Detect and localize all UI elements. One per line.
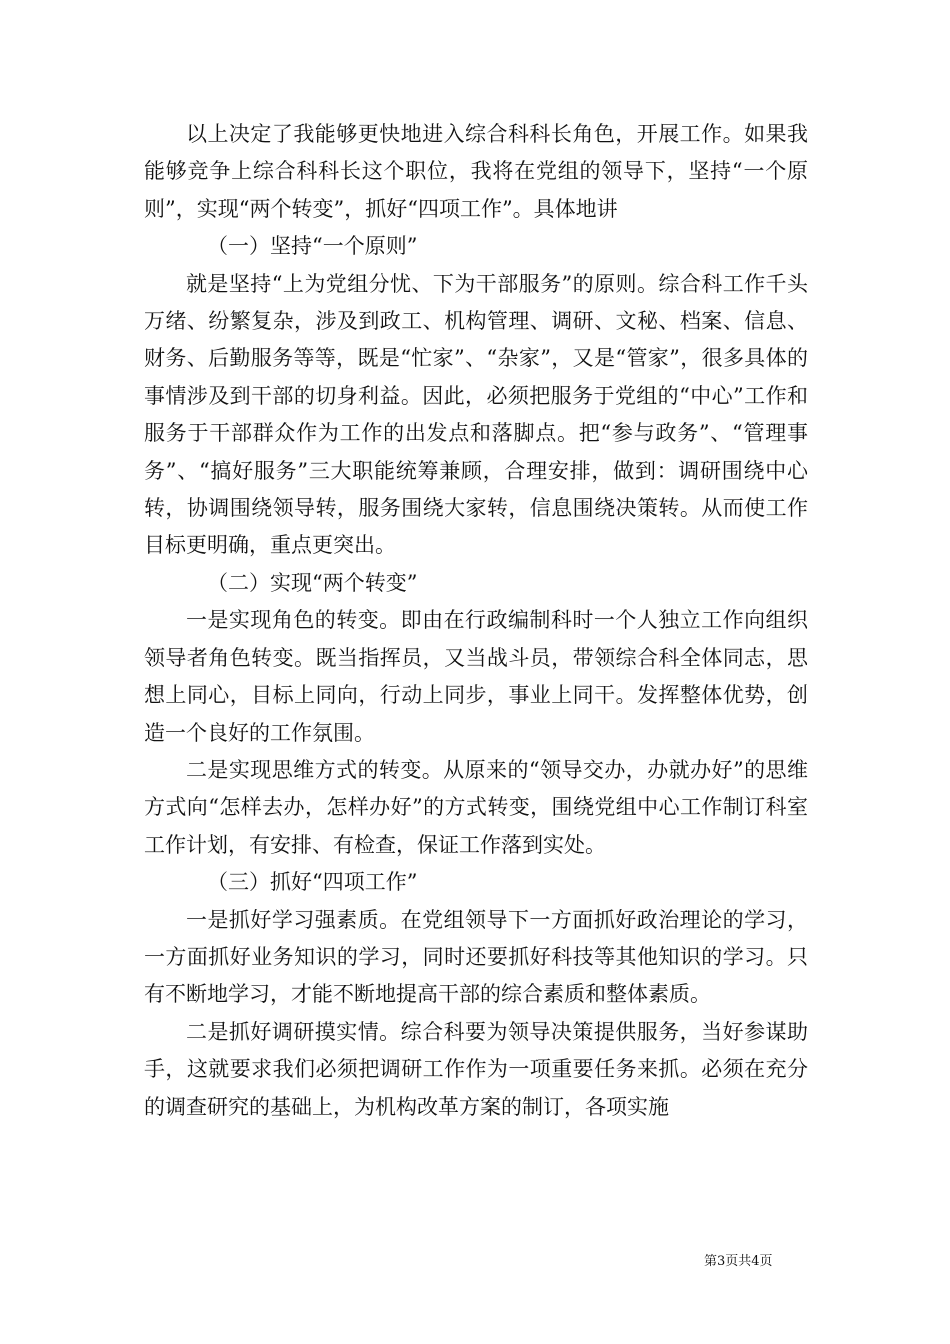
paragraph: 二是抓好调研摸实情。综合科要为领导决策提供服务，当好参谋助手，这就要求我们必须把调研工作作为一项重要任务来抓。必须在充分的调查研究的基础上，为机构改革方案的制订，各项实施	[144, 1019, 808, 1119]
page-number: 第3页共4页	[704, 1254, 773, 1269]
paragraph: 一是实现角色的转变。即由在行政编制科时一个人独立工作向组织领导者角色转变。既当指挥员，又当战斗员，带领综合科全体同志，思想上同心，目标上同向，行动上同步，事业上同干。发挥整体优势，创造一个良好的工作氛围。	[144, 608, 808, 745]
section-heading: （二）实现“两个转变”	[207, 570, 418, 595]
section-heading: （一）坚持“一个原则”	[207, 234, 418, 259]
paragraph: 以上决定了我能够更快地进入综合科科长角色，开展工作。如果我能够竞争上综合科科长这个职位，我将在党组的领导下，坚持“一个原则”，实现“两个转变”，抓好“四项工作”。具体地讲	[144, 122, 808, 221]
paragraph: 二是实现思维方式的转变。从原来的“领导交办，办就办好”的思维方式向“怎样去办，怎样办好”的方式转变，围绕党组中心工作制订科室工作计划，有安排、有检查，保证工作落到实处。	[144, 757, 808, 857]
paragraph: 就是坚持“上为党组分忧、下为干部服务”的原则。综合科工作千头万绪、纷繁复杂，涉及到政工、机构管理、调研、文秘、档案、信息、财务、后勤服务等等，既是“忙家”、“杂家”，又是“管家”，很多具体的事情涉及到干部的切身利益。因此，必须把服务于党组的“中心”工作和服务于干部群众作为工作的出发点和落脚点。把“参与政务”、“管理事务”、“搞好服务”三大职能统筹兼顾，合理安排，做到：调研围绕中心转，协调围绕领导转，服务围绕大家转，信息围绕决策转。从而使工作目标更明确，重点更突出。	[144, 271, 808, 558]
section-heading: （三）抓好“四项工作”	[207, 870, 418, 895]
document-body	[144, 116, 808, 1126]
paragraph: 一是抓好学习强素质。在党组领导下一方面抓好政治理论的学习，一方面抓好业务知识的学习，同时还要抓好科技等其他知识的学习。只有不断地学习，才能不断地提高干部的综合素质和整体素质。	[144, 907, 808, 1007]
